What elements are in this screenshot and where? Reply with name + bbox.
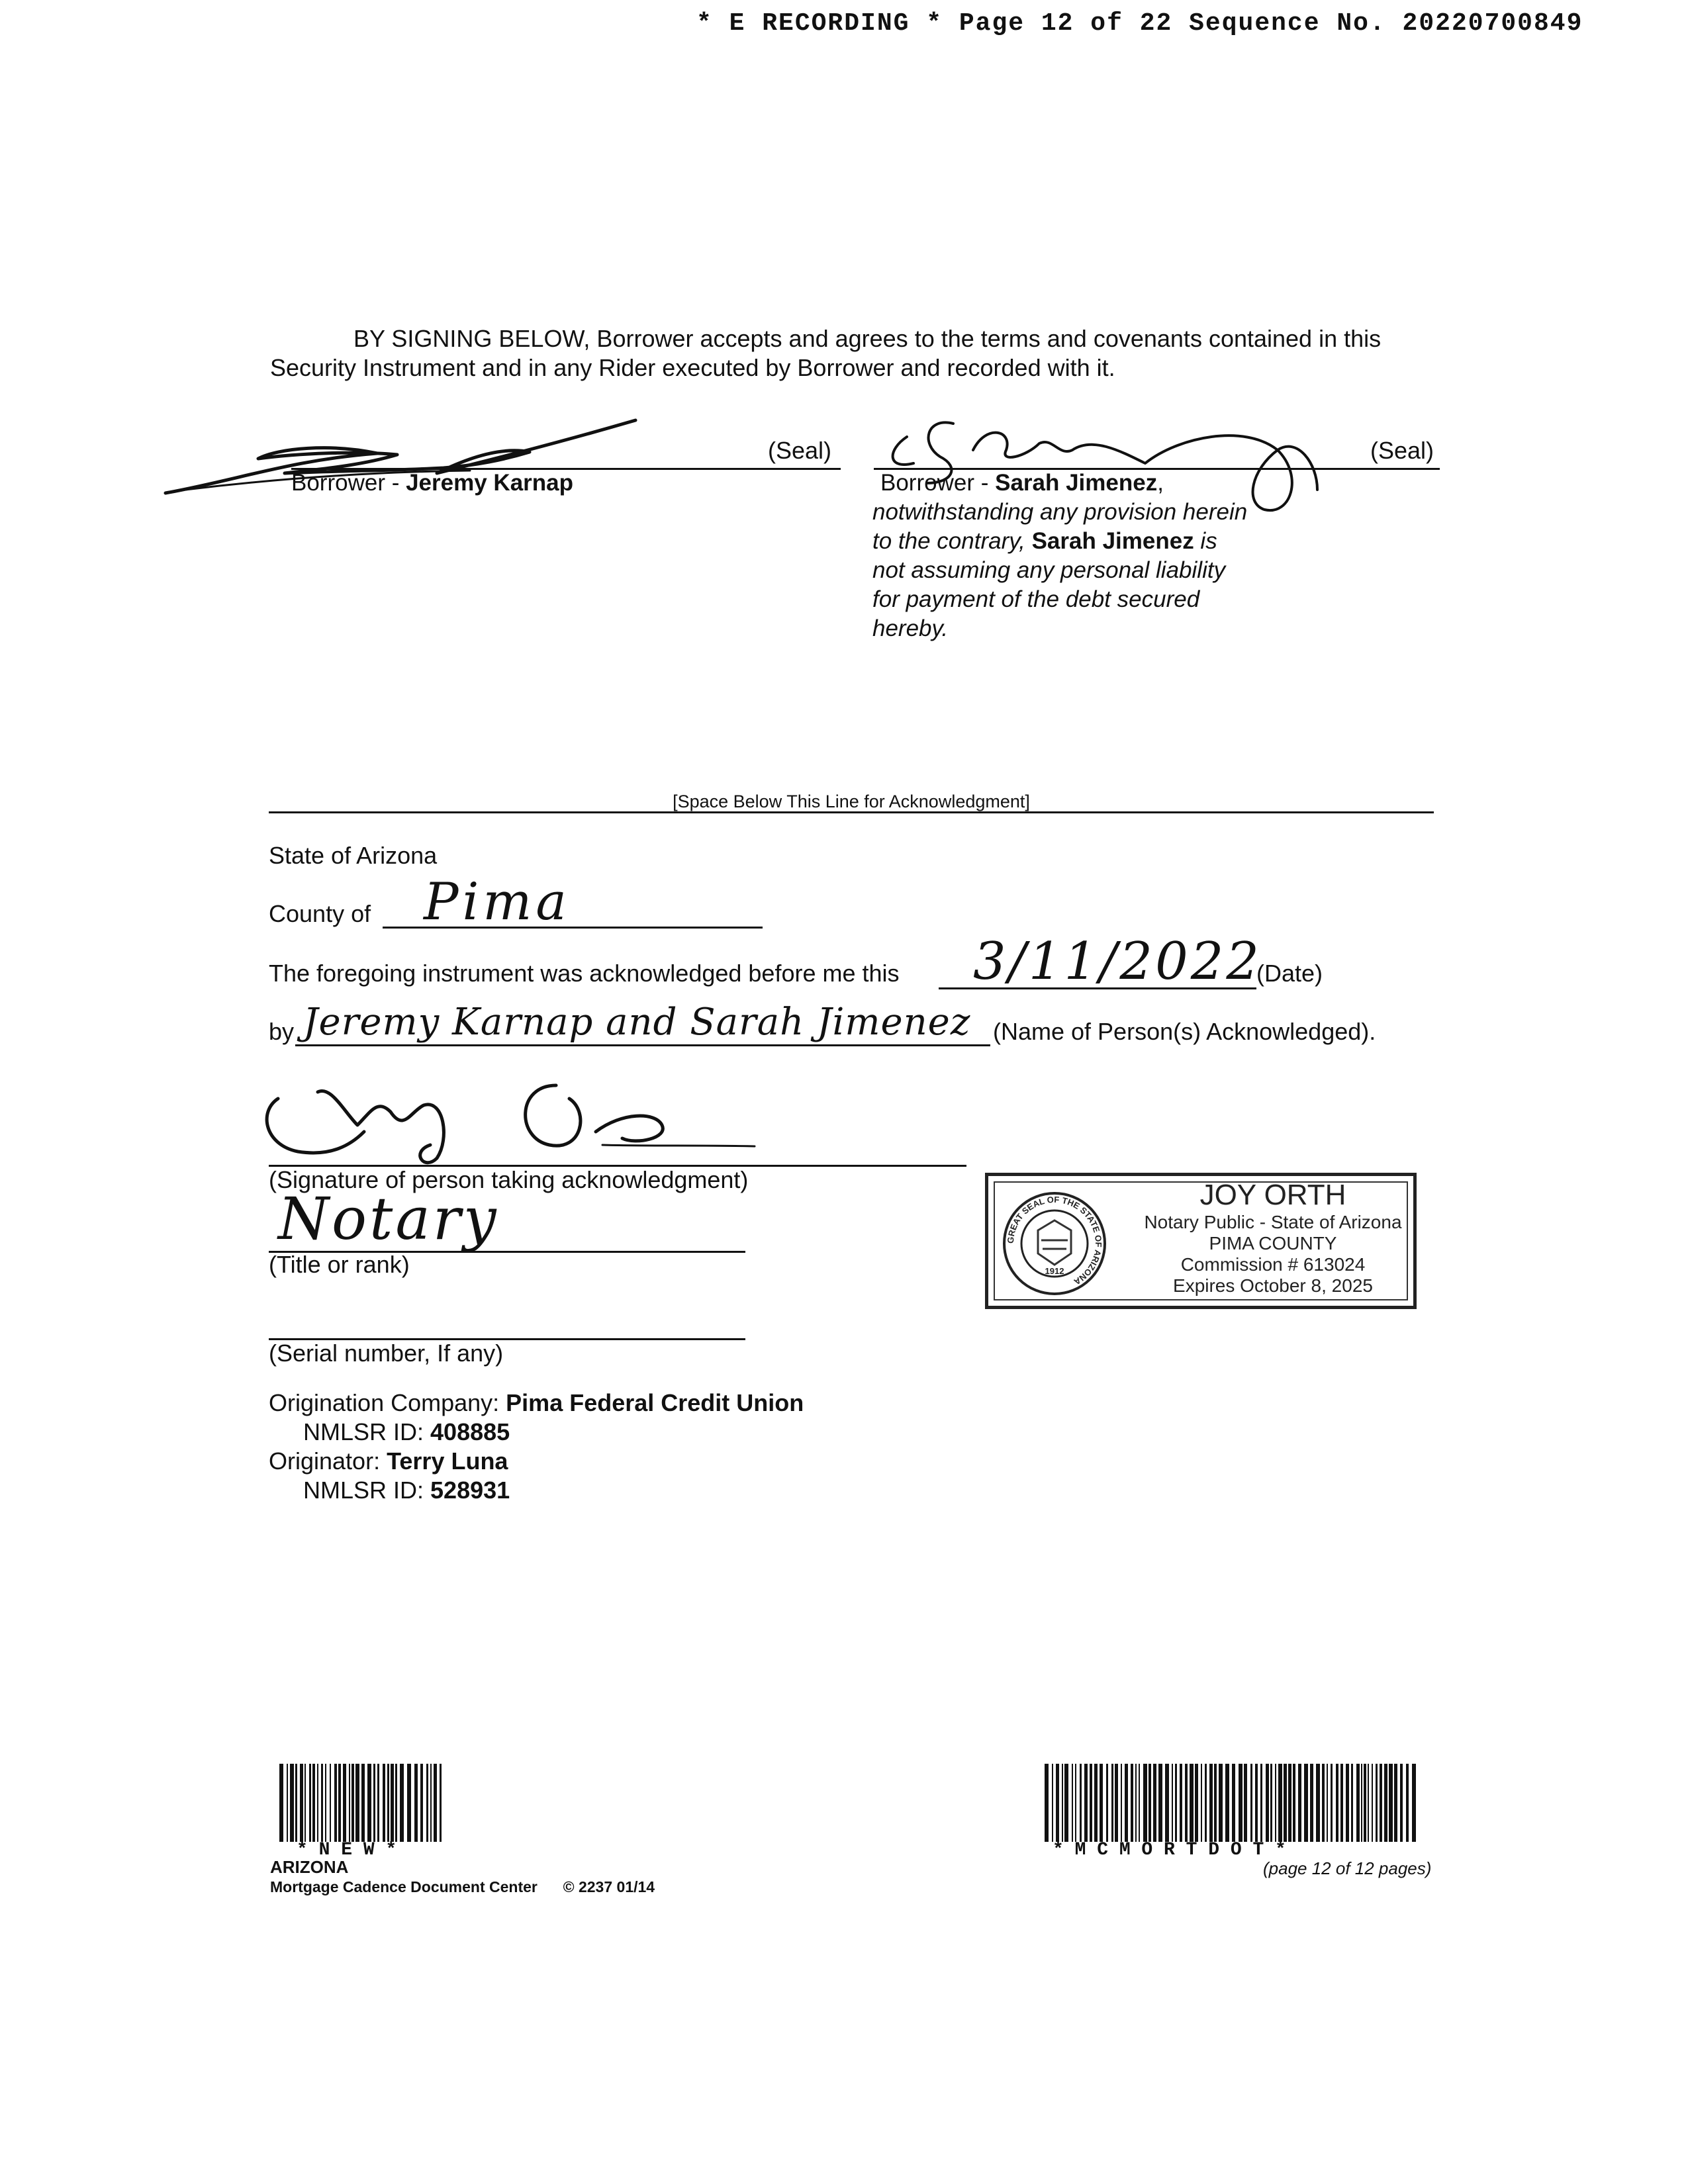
barcode-bar: [1372, 1764, 1373, 1842]
barcode-bar: [1284, 1764, 1287, 1842]
barcode-bar: [1412, 1764, 1416, 1842]
barcode-bar: [1158, 1764, 1162, 1842]
borrower2-prefix: Borrower -: [880, 470, 996, 496]
barcode-bar: [361, 1764, 365, 1842]
barcode-bar: [1232, 1764, 1235, 1842]
barcode-bar: [1190, 1764, 1194, 1842]
barcode-bar: [1045, 1764, 1049, 1842]
barcode-bar: [1106, 1764, 1108, 1842]
borrower2-seal: (Seal): [1370, 437, 1434, 464]
borrower2-comma: ,: [1157, 470, 1164, 496]
barcode-bar: [1356, 1764, 1360, 1842]
barcode-bar: [1075, 1764, 1076, 1842]
barcode-bar: [349, 1764, 350, 1842]
barcode-bar: [343, 1764, 346, 1842]
barcode-bar: [1331, 1764, 1333, 1842]
barcode-bar: [1056, 1764, 1059, 1842]
barcode-bar: [1214, 1764, 1217, 1842]
borrower2-note-line3-post: is: [1194, 528, 1217, 554]
county-label: County of: [269, 900, 371, 927]
barcode-bar: [312, 1764, 315, 1842]
barcode-bar: [1327, 1764, 1328, 1842]
barcode-bar: [300, 1764, 303, 1842]
borrower2-note-line2: notwithstanding any provision herein: [872, 499, 1248, 525]
barcode-bar: [1219, 1764, 1223, 1842]
barcode-bar: [395, 1764, 397, 1842]
left-barcode-caption: * N E W *: [297, 1840, 397, 1860]
persons-line: [295, 1044, 990, 1046]
barcode-bar: [1153, 1764, 1156, 1842]
origination-company-value: Pima Federal Credit Union: [506, 1389, 804, 1416]
barcode-bar: [1084, 1764, 1088, 1842]
title-handwritten-value: Notary: [278, 1185, 499, 1253]
borrower1-prefix: Borrower -: [291, 470, 406, 496]
barcode-bar: [279, 1764, 283, 1842]
barcode-bar: [1111, 1764, 1113, 1842]
barcode-bar: [1288, 1764, 1291, 1842]
footer-doc-center: [270, 1878, 655, 1896]
barcode-bar: [1139, 1764, 1140, 1842]
barcode-bar: [1205, 1764, 1207, 1842]
barcode-bar: [1380, 1764, 1382, 1842]
borrower2-note-line4: not assuming any personal liability: [872, 557, 1226, 583]
seal-ring-text: GREAT SEAL OF THE STATE OF ARIZONA: [1005, 1194, 1104, 1287]
barcode-bar: [1250, 1764, 1252, 1842]
barcode-bar: [290, 1764, 294, 1842]
borrower2-note-line3-pre: to the contrary,: [872, 528, 1032, 554]
barcode-bar: [430, 1764, 432, 1842]
borrower2-handwritten-signature: [880, 410, 1331, 529]
company-nmlsr-value: 408885: [430, 1418, 510, 1445]
persons-label: (Name of Person(s) Acknowledged).: [993, 1018, 1376, 1045]
barcode-bar: [1384, 1764, 1387, 1842]
notary-stamp: [985, 1173, 1417, 1309]
barcode-bar: [1072, 1764, 1073, 1842]
barcode-bar: [1351, 1764, 1353, 1842]
persons-handwritten-value: Jeremy Karnap and Sarah Jimenez: [303, 1001, 971, 1044]
barcode-bar: [1121, 1764, 1122, 1842]
notary-stamp-line3: Commission # 613024: [1180, 1254, 1366, 1275]
barcode-bar: [1165, 1764, 1169, 1842]
barcode-bar: [1316, 1764, 1320, 1842]
barcode-bar: [317, 1764, 318, 1842]
serial-label: (Serial number, If any): [269, 1340, 504, 1367]
barcode-bar: [1172, 1764, 1173, 1842]
barcode-bar: [1310, 1764, 1313, 1842]
barcode-bar: [1364, 1764, 1366, 1842]
barcode-bar: [434, 1764, 437, 1842]
barcode-bar: [1255, 1764, 1258, 1842]
borrower1-seal: (Seal): [768, 437, 832, 464]
acknowledgment-divider-label: [Space Below This Line for Acknowledgment]: [673, 792, 1030, 811]
barcode-bar: [287, 1764, 288, 1842]
barcode-bar: [1115, 1764, 1118, 1842]
barcode-bar: [355, 1764, 359, 1842]
barcode-bar: [377, 1764, 379, 1842]
barcode-bar: [1131, 1764, 1133, 1842]
barcode-bar: [1298, 1764, 1301, 1842]
barcode-bar: [352, 1764, 354, 1842]
barcode-bar: [1336, 1764, 1338, 1842]
origination-company-label: Origination Company:: [269, 1389, 506, 1416]
origination-block: [269, 1388, 804, 1505]
originator-nmlsr-label: NMLSR ID:: [303, 1477, 431, 1504]
barcode-bar: [1322, 1764, 1325, 1842]
footer-state: ARIZONA: [270, 1857, 349, 1877]
barcode-bar: [1201, 1764, 1202, 1842]
notary-signature-label: (Signature of person taking acknowledgment): [269, 1166, 749, 1193]
barcode-bar: [1135, 1764, 1137, 1842]
borrower2-note-line5: for payment of the debt secured: [872, 586, 1200, 612]
barcode-bar: [367, 1764, 371, 1842]
borrower2-name: Sarah Jimenez: [995, 470, 1158, 496]
barcode-bar: [1149, 1764, 1151, 1842]
barcode-bar: [373, 1764, 375, 1842]
borrower2-note-line6: hereby.: [872, 615, 949, 641]
barcode-bar: [1080, 1764, 1082, 1842]
barcode-bar: [1376, 1764, 1378, 1842]
barcode-bar: [325, 1764, 326, 1842]
barcode-bar: [1209, 1764, 1213, 1842]
barcode-bar: [1100, 1764, 1103, 1842]
borrower1-name: Jeremy Karnap: [406, 470, 574, 496]
barcode-bar: [1195, 1764, 1198, 1842]
barcode-bar: [391, 1764, 394, 1842]
barcode-bar: [1394, 1764, 1397, 1842]
barcode-bar: [1094, 1764, 1098, 1842]
barcode-bar: [1125, 1764, 1128, 1842]
originator-value: Terry Luna: [387, 1447, 508, 1475]
originator-nmlsr-value: 528931: [430, 1477, 510, 1504]
barcode-bar: [1180, 1764, 1182, 1842]
borrower1-handwritten-signature: [159, 407, 688, 506]
barcode-bar: [1304, 1764, 1308, 1842]
borrower2-note-line3-name: Sarah Jimenez: [1031, 528, 1194, 554]
barcode-bar: [1143, 1764, 1147, 1842]
barcode-bar: [1052, 1764, 1053, 1842]
barcode-bar: [1244, 1764, 1247, 1842]
barcode-bar: [1406, 1764, 1409, 1842]
barcode-bar: [1293, 1764, 1295, 1842]
county-handwritten-value: Pima: [424, 872, 571, 932]
barcode-bar: [309, 1764, 311, 1842]
by-label: by: [269, 1018, 295, 1045]
barcode-bar: [1062, 1764, 1063, 1842]
barcode-bar: [1064, 1764, 1068, 1842]
foregoing-text: The foregoing instrument was acknowledged before me this: [269, 960, 900, 987]
barcode-bar: [400, 1764, 404, 1842]
barcode-bar: [1368, 1764, 1369, 1842]
barcode-bar: [383, 1764, 385, 1842]
barcode-bar: [1239, 1764, 1243, 1842]
notary-stamp-line4: Expires October 8, 2025: [1173, 1275, 1373, 1296]
notary-stamp-line2: PIMA COUNTY: [1209, 1233, 1337, 1253]
barcode-bar: [420, 1764, 423, 1842]
barcode-bar: [407, 1764, 411, 1842]
barcode-bar: [1361, 1764, 1362, 1842]
signing-statement: [270, 324, 1462, 383]
barcode-bar: [387, 1764, 389, 1842]
state-line: State of Arizona: [269, 842, 438, 869]
signing-statement-line2: Security Instrument and in any Rider executed by Borrower and recorded with it.: [270, 354, 1115, 381]
barcode-bar: [426, 1764, 428, 1842]
barcode-bar: [330, 1764, 331, 1842]
notary-handwritten-signature: [252, 1072, 768, 1171]
recording-header: * E RECORDING * Page 12 of 22 Sequence No. 20220700849: [696, 9, 1583, 38]
footer-doc-center-name: Mortgage Cadence Document Center: [270, 1878, 538, 1895]
barcode-bar: [305, 1764, 306, 1842]
date-label: (Date): [1256, 960, 1323, 987]
signing-statement-line1: BY SIGNING BELOW, Borrower accepts and agrees to the terms and covenants contained in this: [353, 325, 1382, 352]
footer-page-note: (page 12 of 12 pages): [1263, 1858, 1432, 1878]
barcode-bar: [1275, 1764, 1276, 1842]
right-barcode: [1045, 1764, 1419, 1842]
barcode-bar: [1225, 1764, 1229, 1842]
barcode-bar: [1400, 1764, 1403, 1842]
footer-copyright: © 2237 01/14: [563, 1878, 655, 1895]
barcode-bar: [1266, 1764, 1269, 1842]
notary-stamp-line1: Notary Public - State of Arizona: [1144, 1212, 1402, 1232]
barcode-bar: [1340, 1764, 1343, 1842]
barcode-bar: [1090, 1764, 1092, 1842]
seal-year: 1912: [1045, 1266, 1064, 1276]
barcode-bar: [1389, 1764, 1393, 1842]
barcode-bar: [1278, 1764, 1282, 1842]
date-handwritten-value: 3/11/2022: [973, 932, 1262, 991]
barcode-bar: [338, 1764, 341, 1842]
left-barcode: [279, 1764, 445, 1842]
barcode-bar: [440, 1764, 442, 1842]
barcode-bar: [1346, 1764, 1349, 1842]
barcode-bar: [1260, 1764, 1262, 1842]
barcode-bar: [334, 1764, 337, 1842]
title-label: (Title or rank): [269, 1251, 410, 1278]
company-nmlsr-label: NMLSR ID:: [303, 1418, 431, 1445]
right-barcode-caption: * M C M O R T D O T *: [1053, 1840, 1286, 1860]
notary-name: JOY ORTH: [1199, 1179, 1346, 1211]
barcode-bar: [1175, 1764, 1177, 1842]
state-seal-icon: [1002, 1191, 1107, 1297]
barcode-bar: [321, 1764, 323, 1842]
barcode-bar: [1185, 1764, 1188, 1842]
barcode-bar: [414, 1764, 418, 1842]
originator-label: Originator:: [269, 1447, 387, 1475]
barcode-bar: [295, 1764, 297, 1842]
barcode-bar: [1270, 1764, 1272, 1842]
